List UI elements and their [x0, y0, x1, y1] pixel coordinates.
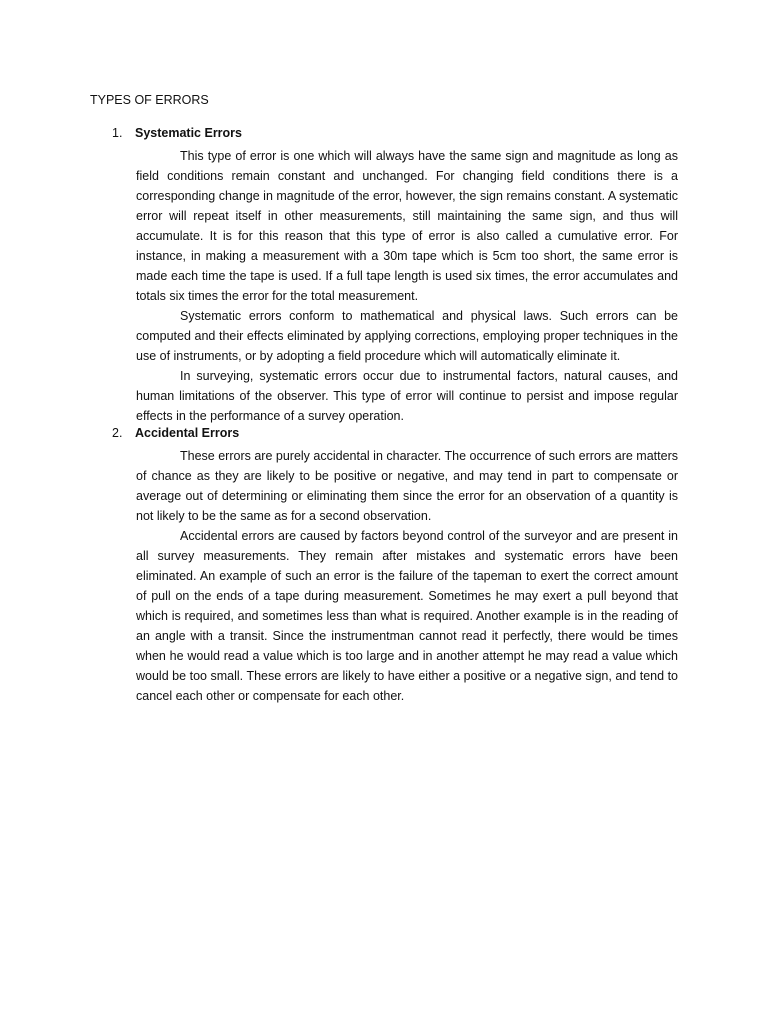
section-number: 2. — [112, 426, 123, 440]
paragraph: Accidental errors are caused by factors beyond control of the surveyor and are present in all survey measurements. They remain after mistakes and systematic errors have been eliminated. An example of such an error is the failure of the tapeman to exert the correct amount of pull on the ends of a tape during measurement. Sometimes he may exert a pull beyond that which is required, and sometimes less than what is required. Another example is in the reading of an angle with a transit. Since the instrumentman cannot read it perfectly, there would be times when he would read a value which is too large and in another attempt he may read a value which would be too small. These errors are likely to have either a positive or a negative sign, and tend to cancel each other or compensate for each other. — [136, 529, 678, 703]
section-body — [136, 146, 678, 426]
paragraph: These errors are purely accidental in character. The occurrence of such errors are matters of chance as they are likely to be positive or negative, and may tend in part to compensate or average out of determining or eliminating them since the error for an observation of a quantity is not likely to be the same as for a second observation. — [136, 449, 678, 523]
section-heading — [112, 426, 239, 440]
section-title: Systematic Errors — [135, 126, 243, 140]
section-number: 1. — [112, 126, 123, 140]
section-title: Accidental Errors — [135, 426, 240, 440]
document-title: TYPES OF ERRORS — [90, 93, 209, 107]
section-heading — [112, 126, 242, 140]
section-body — [136, 446, 678, 706]
paragraph: In surveying, systematic errors occur due to instrumental factors, natural causes, and human limitations of the observer. This type of error will continue to persist and impose regular effects in the performance of a survey operation. — [136, 369, 678, 423]
paragraph: Systematic errors conform to mathematical and physical laws. Such errors can be computed and their effects eliminated by applying corrections, employing proper techniques in the use of instruments, or by adopting a field procedure which will automatically eliminate it. — [136, 309, 678, 363]
paragraph: This type of error is one which will always have the same sign and magnitude as long as field conditions remain constant and unchanged. For changing field conditions there is a corresponding change in magnitude of the error, however, the sign remains constant. A systematic error will repeat itself in other measurements, still maintaining the same sign, and thus will accumulate. It is for this reason that this type of error is also called a cumulative error. For instance, in making a measurement with a 30m tape which is 5cm too short, the same error is made each time the tape is used. If a full tape length is used six times, the error accumulates and totals six times the error for the total measurement. — [136, 149, 678, 303]
